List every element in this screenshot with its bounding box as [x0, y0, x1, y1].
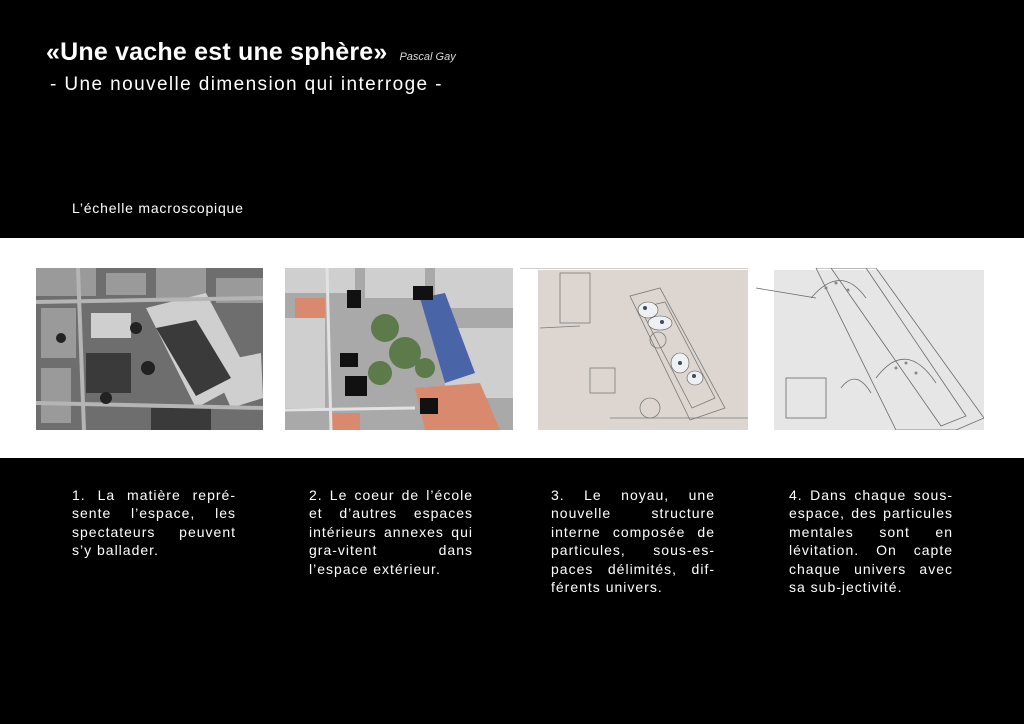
- title-row: [46, 38, 456, 67]
- caption-panel-4: 4. Dans chaque sous-espace, des particules mentales sont en lévitation. On capte chaque univers avec sa sub-jectivité.: [789, 487, 953, 596]
- caption-panel-1: 1. La matière repré-sente l’espace, les spectateurs peuvent s’y ballader.: [72, 487, 236, 559]
- aerial-photo-school-highlight: [285, 268, 513, 430]
- section-label: L’échelle macroscopique: [72, 200, 244, 216]
- page-subtitle: - Une nouvelle dimension qui interroge -: [50, 74, 443, 95]
- aerial-photo-grayscale: [36, 268, 263, 430]
- caption-panel-3: 3. Le noyau, une nouvelle structure interne composée de particules, sous-es-paces délimités, dif-férents univers.: [551, 487, 715, 596]
- plan-sketch-subspaces: [756, 268, 984, 430]
- image-band: [0, 238, 1024, 458]
- page-title: «Une vache est une sphère»: [46, 38, 388, 66]
- caption-panel-2: 2. Le coeur de l’école et d’autres espaces intérieurs annexes qui gra-vitent dans l’espace extérieur.: [309, 487, 473, 577]
- author-credit: Pascal Gay: [399, 51, 456, 63]
- plan-sketch-core: [520, 268, 748, 430]
